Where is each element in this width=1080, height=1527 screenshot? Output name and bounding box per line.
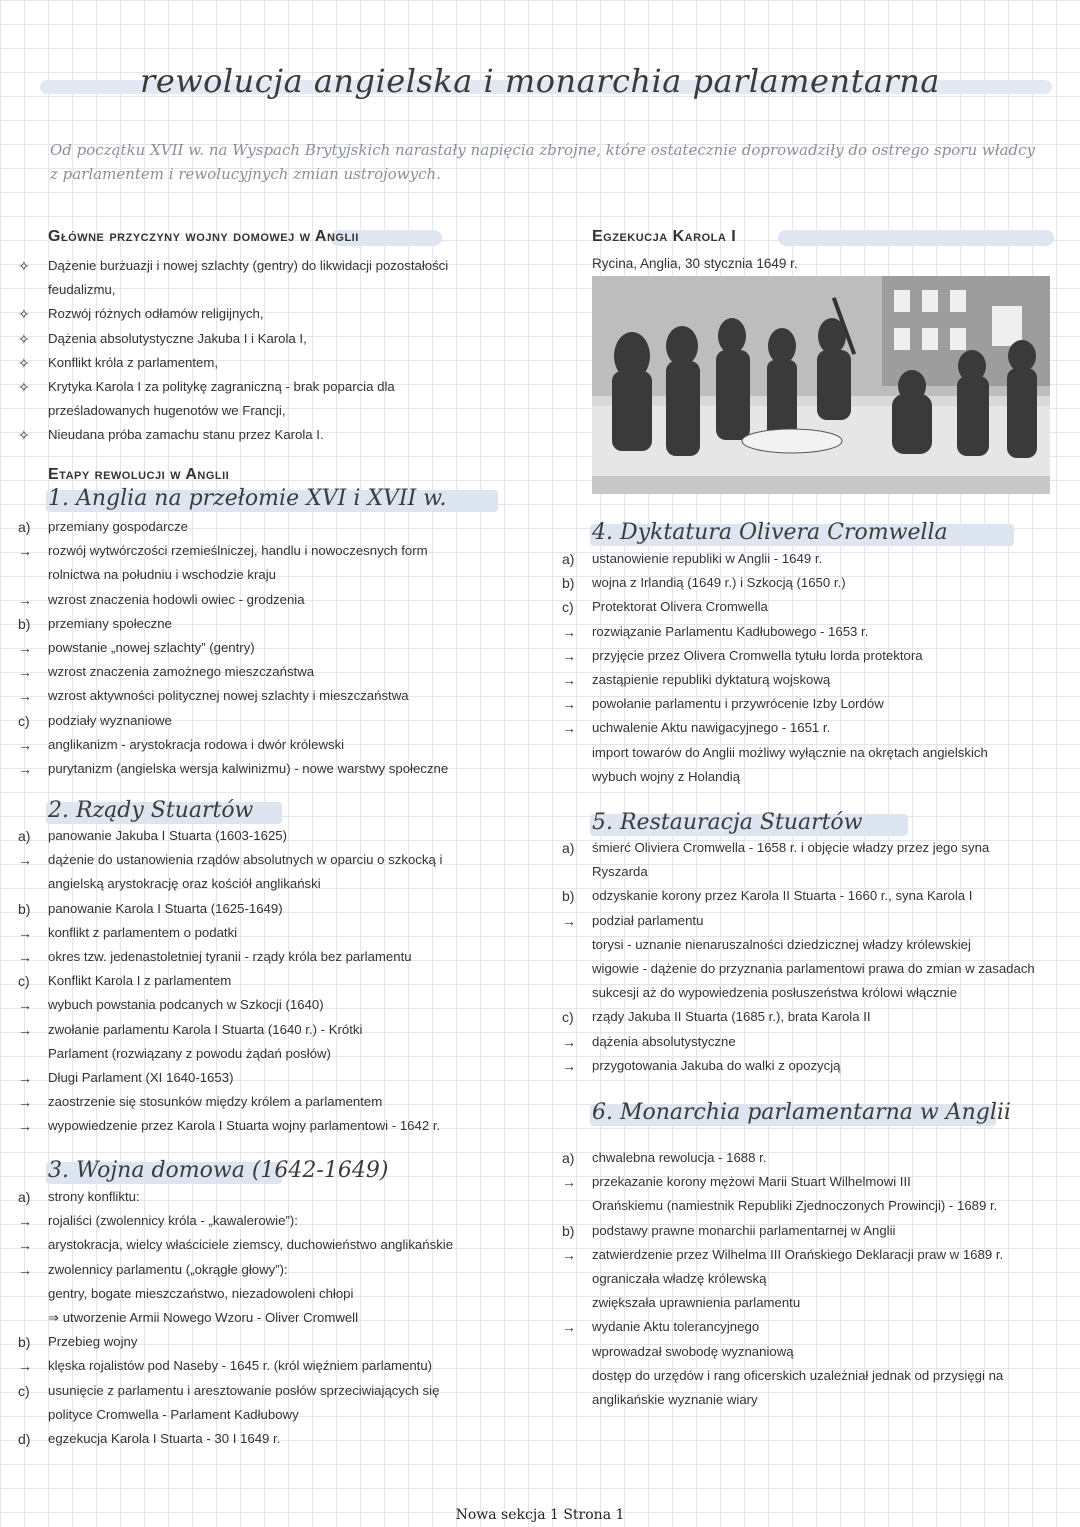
arrow-bullet-icon: → bbox=[18, 997, 32, 1014]
list-marker: a) bbox=[18, 519, 31, 535]
arrow-bullet-icon: → bbox=[562, 1319, 576, 1336]
list-item bbox=[18, 824, 442, 848]
cause-text: Nieudana próba zamachu stanu przez Karola I. bbox=[48, 427, 324, 443]
list-marker: b) bbox=[18, 1334, 31, 1351]
diamond-bullet-icon: ✧ bbox=[18, 258, 30, 274]
arrow-bullet-icon: → bbox=[18, 543, 32, 560]
list-item bbox=[18, 1403, 453, 1427]
list-marker: c) bbox=[18, 1382, 30, 1399]
list-marker: a) bbox=[18, 828, 31, 844]
list-item-text: wigowie - dążenie do przyznania parlamentowi prawa do zmian w zasadach bbox=[592, 961, 1035, 977]
section-1-title: 1. Anglia na przełomie XVI i XVII w. bbox=[48, 486, 447, 511]
list-marker: a) bbox=[562, 1150, 575, 1166]
cause-text: Konflikt króla z parlamentem, bbox=[48, 354, 219, 370]
list-item bbox=[18, 660, 448, 684]
list-item-text: zwiększała uprawnienia parlamentu bbox=[592, 1295, 801, 1311]
arrow-bullet-icon: → bbox=[562, 720, 576, 737]
list-item bbox=[18, 1330, 453, 1354]
diamond-bullet-icon: ✧ bbox=[18, 427, 30, 444]
list-item bbox=[562, 644, 988, 668]
arrow-bullet-icon: → bbox=[18, 1237, 32, 1254]
list-marker: b) bbox=[562, 888, 575, 905]
list-item bbox=[18, 969, 442, 993]
list-item bbox=[562, 1194, 1003, 1218]
cause-item bbox=[18, 302, 448, 326]
diamond-bullet-icon: ✧ bbox=[18, 354, 30, 371]
arrow-bullet-icon: → bbox=[18, 1213, 32, 1230]
list-marker: b) bbox=[18, 900, 31, 917]
list-item bbox=[18, 921, 442, 945]
cause-item bbox=[18, 278, 448, 302]
list-item-text: podział parlamentu bbox=[592, 912, 704, 928]
list-item-text: wydanie Aktu tolerancyjnego bbox=[592, 1319, 760, 1335]
list-item-text: zatwierdzenie przez Wilhelma III Orańskiego Deklaracji praw w 1689 r. bbox=[592, 1246, 1004, 1262]
cause-text: Krytyka Karola I za politykę zagraniczną - brak poparcia dla bbox=[48, 379, 395, 395]
list-item bbox=[562, 933, 1035, 957]
cause-text: Dążenia absolutystyczne Jakuba I i Karola I, bbox=[48, 330, 307, 346]
list-item-text: ustanowienie republiki w Anglii - 1649 r. bbox=[592, 551, 823, 566]
intro-text: Od początku XVII w. na Wyspach Brytyjskich narastały napięcia zbrojne, które ostatecznie doprowadziły do ostrego sporu władcy z parlamentem i rewolucyjnych zmian ustrojowych. bbox=[50, 141, 1036, 183]
list-item-text: zastąpienie republiki dyktaturą wojskową bbox=[592, 672, 831, 688]
arrow-bullet-icon: → bbox=[18, 640, 32, 657]
list-item bbox=[562, 765, 988, 789]
list-item bbox=[562, 1267, 1003, 1291]
arrow-bullet-icon: → bbox=[562, 1033, 576, 1050]
list-item bbox=[18, 897, 442, 921]
list-item-text: anglikańskie wyznanie wiary bbox=[592, 1392, 758, 1408]
page-title: rewolucja angielska i monarchia parlamentarna bbox=[140, 62, 940, 100]
list-item-text: polityce Cromwella - Parlament Kadłubowy bbox=[48, 1406, 299, 1422]
list-item-text: Orańskiemu (namiestnik Republiki Zjednoczonych Prowincji) - 1689 r. bbox=[592, 1198, 998, 1214]
list-item bbox=[562, 1364, 1003, 1388]
list-item bbox=[562, 860, 1035, 884]
list-item-text: ⇒ utworzenie Armii Nowego Wzoru - Oliver Cromwell bbox=[48, 1310, 359, 1326]
list-item-text: przekazanie korony mężowi Marii Stuart Wilhelmowi III bbox=[592, 1174, 911, 1190]
list-marker: d) bbox=[18, 1431, 31, 1448]
list-item-text: Konflikt Karola I z parlamentem bbox=[48, 973, 232, 989]
arrow-bullet-icon: → bbox=[18, 664, 32, 681]
causes-heading: Główne przyczyny wojny domowej w Anglii bbox=[48, 228, 359, 245]
list-item bbox=[562, 1340, 1003, 1364]
list-item-text: wojna z Irlandią (1649 r.) i Szkocją (1650 r.) bbox=[592, 575, 846, 591]
section-2-list bbox=[18, 824, 442, 1139]
list-marker: b) bbox=[562, 1222, 575, 1239]
arrow-bullet-icon: → bbox=[18, 1070, 32, 1087]
list-item-text: okres tzw. jedenastoletniej tyranii - rządy króla bez parlamentu bbox=[48, 949, 412, 965]
arrow-bullet-icon: → bbox=[18, 1118, 32, 1135]
execution-engraving bbox=[592, 276, 1050, 494]
list-item-text: chwalebna rewolucja - 1688 r. bbox=[592, 1150, 767, 1165]
list-item-text: powołanie parlamentu i przywrócenie Izby Lordów bbox=[592, 696, 884, 712]
list-item-text: Protektorat Olivera Cromwella bbox=[592, 599, 768, 615]
cause-item bbox=[18, 327, 448, 351]
list-item-text: wzrost aktywności politycznej nowej szlachty i mieszczaństwa bbox=[48, 688, 409, 704]
section-4-list bbox=[562, 547, 988, 789]
list-item bbox=[18, 1379, 453, 1403]
list-marker: a) bbox=[18, 1189, 31, 1205]
list-item bbox=[18, 636, 448, 660]
section-6-list bbox=[562, 1146, 1003, 1412]
list-item bbox=[18, 684, 448, 708]
list-item-text: rolnictwa na południu i wschodzie kraju bbox=[48, 567, 276, 583]
section-3-list bbox=[18, 1185, 453, 1451]
cause-item bbox=[18, 351, 448, 375]
list-item bbox=[562, 1315, 1003, 1339]
arrow-bullet-icon: → bbox=[18, 688, 32, 705]
list-item bbox=[562, 571, 988, 595]
list-item-text: zwołanie parlamentu Karola I Stuarta (1640 r.) - Krótki bbox=[48, 1021, 363, 1037]
arrow-bullet-icon: → bbox=[562, 1057, 576, 1074]
list-item-text: zwolennicy parlamentu („okrągłe głowy”): bbox=[48, 1261, 288, 1277]
cause-text: Dążenie burżuazji i nowej szlachty (gentry) do likwidacji pozostałości bbox=[48, 258, 449, 273]
list-item bbox=[562, 668, 988, 692]
list-item-text: wprowadzał swobodę wyznaniową bbox=[592, 1343, 794, 1359]
cause-text: prześladowanych hugenotów we Francji, bbox=[48, 403, 286, 419]
list-item bbox=[18, 1090, 442, 1114]
arrow-bullet-icon: → bbox=[562, 1246, 576, 1263]
list-item bbox=[18, 1258, 453, 1282]
section-4-title: 4. Dyktatura Olivera Cromwella bbox=[592, 520, 948, 545]
list-item bbox=[18, 757, 448, 781]
arrow-bullet-icon: → bbox=[18, 1358, 32, 1375]
diamond-bullet-icon: ✧ bbox=[18, 330, 30, 347]
list-item-text: śmierć Oliviera Cromwella - 1658 r. i objęcie władzy przez jego syna bbox=[592, 840, 990, 855]
list-item-text: wzrost znaczenia zamożnego mieszczaństwa bbox=[48, 664, 315, 680]
list-item-text: sukcesji aż do wypowiedzenia posłuszeństwa królowi włącznie bbox=[592, 985, 958, 1001]
list-item-text: strony konfliktu: bbox=[48, 1189, 140, 1204]
list-item bbox=[18, 515, 448, 539]
diamond-bullet-icon: ✧ bbox=[18, 306, 30, 323]
section-3-title: 3. Wojna domowa (1642-1649) bbox=[48, 1158, 389, 1183]
list-item-text: wypowiedzenie przez Karola I Stuarta wojny parlamentowi - 1642 r. bbox=[48, 1118, 441, 1134]
list-item bbox=[562, 1030, 1035, 1054]
list-marker: b) bbox=[18, 615, 31, 632]
list-item-text: anglikanizm - arystokracja rodowa i dwór królewski bbox=[48, 736, 345, 752]
list-item-text: przemiany gospodarcze bbox=[48, 519, 189, 534]
list-item bbox=[18, 733, 448, 757]
list-item bbox=[18, 563, 448, 587]
list-item bbox=[18, 848, 442, 872]
list-item bbox=[18, 588, 448, 612]
execution-heading: Egzekucja Karola I bbox=[592, 228, 737, 245]
stages-heading: Etapy rewolucji w Anglii bbox=[48, 466, 230, 483]
list-item bbox=[562, 909, 1035, 933]
arrow-bullet-icon: → bbox=[18, 924, 32, 941]
list-marker: c) bbox=[18, 712, 30, 729]
arrow-bullet-icon: → bbox=[18, 1094, 32, 1111]
list-item-text: Długi Parlament (XI 1640-1653) bbox=[48, 1070, 234, 1086]
list-item-text: przyjęcie przez Olivera Cromwella tytułu lorda protektora bbox=[592, 647, 923, 663]
list-item bbox=[18, 872, 442, 896]
photo-caption: Rycina, Anglia, 30 stycznia 1649 r. bbox=[592, 256, 798, 271]
list-item bbox=[562, 836, 1035, 860]
list-item bbox=[562, 741, 988, 765]
list-item-text: wzrost znaczenia hodowli owiec - grodzenia bbox=[48, 591, 305, 607]
list-marker: c) bbox=[562, 599, 574, 616]
list-item bbox=[562, 1146, 1003, 1170]
cause-item bbox=[18, 423, 448, 447]
list-item bbox=[18, 1233, 453, 1257]
list-item bbox=[18, 1066, 442, 1090]
list-item-text: angielską arystokrację oraz kościół anglikański bbox=[48, 876, 321, 892]
arrow-bullet-icon: → bbox=[18, 591, 32, 608]
list-marker: b) bbox=[562, 575, 575, 592]
cause-item bbox=[18, 375, 448, 399]
list-item bbox=[18, 1185, 453, 1209]
list-item bbox=[562, 547, 988, 571]
list-item bbox=[562, 692, 988, 716]
list-item-text: import towarów do Anglii możliwy wyłącznie na okrętach angielskich bbox=[592, 744, 988, 760]
list-item-text: wybuch wojny z Holandią bbox=[592, 768, 741, 784]
list-item bbox=[18, 709, 448, 733]
arrow-bullet-icon: → bbox=[562, 912, 576, 929]
list-item-text: przygotowania Jakuba do walki z opozycją bbox=[592, 1057, 841, 1073]
list-item-text: konflikt z parlamentem o podatki bbox=[48, 924, 238, 940]
list-item-text: rządy Jakuba II Stuarta (1685 r.), brata Karola II bbox=[592, 1009, 871, 1025]
arrow-bullet-icon: → bbox=[18, 1261, 32, 1278]
list-item bbox=[18, 1042, 442, 1066]
list-item bbox=[562, 1170, 1003, 1194]
list-item-text: gentry, bogate mieszczaństwo, niezadowoleni chłopi bbox=[48, 1285, 354, 1301]
list-item bbox=[562, 1243, 1003, 1267]
list-item-text: arystokracja, wielcy właściciele ziemscy, duchowieństwo anglikańskie bbox=[48, 1237, 454, 1253]
list-item-text: egzekucja Karola I Stuarta - 30 I 1649 r. bbox=[48, 1431, 281, 1447]
list-item bbox=[18, 612, 448, 636]
arrow-bullet-icon: → bbox=[18, 852, 32, 869]
section-1-list bbox=[18, 515, 448, 781]
list-marker: c) bbox=[18, 973, 30, 990]
list-item bbox=[18, 945, 442, 969]
page-footer: Nowa sekcja 1 Strona 1 bbox=[455, 1507, 625, 1523]
list-item-text: usunięcie z parlamentu i aresztowanie posłów sprzeciwiających się bbox=[48, 1382, 440, 1398]
list-item-text: klęska rojalistów pod Naseby - 1645 r. (król więźniem parlamentu) bbox=[48, 1358, 433, 1374]
list-item bbox=[562, 1388, 1003, 1412]
list-item-text: torysi - uznanie nienaruszalności dziedzicznej władzy królewskiej bbox=[592, 936, 971, 952]
list-item bbox=[18, 1427, 453, 1451]
cause-text: Rozwój różnych odłamów religijnych, bbox=[48, 306, 264, 322]
causes-list bbox=[18, 254, 448, 448]
list-item bbox=[18, 1306, 453, 1330]
cause-item bbox=[18, 399, 448, 423]
engraving-illustration bbox=[592, 276, 1050, 494]
list-item-text: odzyskanie korony przez Karola II Stuarta - 1660 r., syna Karola I bbox=[592, 888, 973, 904]
section-6-title: 6. Monarchia parlamentarna w Anglii bbox=[592, 1100, 1011, 1125]
list-item-text: Parlament (rozwiązany z powodu żądań posłów) bbox=[48, 1045, 331, 1061]
list-item bbox=[18, 539, 448, 563]
list-item-text: rozwiązanie Parlamentu Kadłubowego - 1653 r. bbox=[592, 623, 869, 639]
list-item bbox=[562, 620, 988, 644]
arrow-bullet-icon: → bbox=[562, 623, 576, 640]
list-item-text: Przebieg wojny bbox=[48, 1334, 138, 1350]
list-item-text: dostęp do urzędów i rang oficerskich uzależniał jednak od przysięgi na bbox=[592, 1367, 1004, 1383]
list-item bbox=[562, 884, 1035, 908]
list-item-text: rozwój wytwórczości rzemieślniczej, handlu i nowoczesnych form bbox=[48, 543, 428, 559]
list-marker: c) bbox=[562, 1009, 574, 1026]
arrow-bullet-icon: → bbox=[18, 1021, 32, 1038]
list-marker: a) bbox=[562, 840, 575, 856]
list-item-text: dążenie do ustanowienia rządów absolutnych w oparciu o szkocką i bbox=[48, 852, 443, 868]
list-item-text: podstawy prawne monarchii parlamentarnej w Anglii bbox=[592, 1222, 896, 1238]
arrow-bullet-icon: → bbox=[562, 1174, 576, 1191]
list-item bbox=[18, 1018, 442, 1042]
list-item bbox=[18, 1114, 442, 1138]
list-marker: a) bbox=[562, 551, 575, 567]
list-item bbox=[562, 1054, 1035, 1078]
list-item-text: przemiany społeczne bbox=[48, 615, 172, 631]
list-item bbox=[18, 993, 442, 1017]
list-item bbox=[562, 1219, 1003, 1243]
diamond-bullet-icon: ✧ bbox=[18, 379, 30, 396]
list-item bbox=[562, 1291, 1003, 1315]
list-item-text: rojaliści (zwolennicy króla - „kawalerowie”): bbox=[48, 1213, 298, 1229]
arrow-bullet-icon: → bbox=[562, 696, 576, 713]
heading-highlight bbox=[778, 230, 1054, 246]
arrow-bullet-icon: → bbox=[18, 949, 32, 966]
list-item-text: Ryszarda bbox=[592, 864, 648, 880]
arrow-bullet-icon: → bbox=[562, 672, 576, 689]
list-item-text: panowanie Jakuba I Stuarta (1603-1625) bbox=[48, 828, 288, 843]
cause-text: feudalizmu, bbox=[48, 282, 116, 298]
list-item-text: zaostrzenie się stosunków między królem a parlamentem bbox=[48, 1094, 383, 1110]
list-item-text: powstanie „nowej szlachty” (gentry) bbox=[48, 640, 255, 656]
list-item bbox=[18, 1282, 453, 1306]
list-item-text: ograniczała władzę królewską bbox=[592, 1271, 767, 1287]
arrow-bullet-icon: → bbox=[562, 647, 576, 664]
list-item-text: podziały wyznaniowe bbox=[48, 712, 172, 728]
list-item-text: dążenia absolutystyczne bbox=[592, 1033, 736, 1049]
arrow-bullet-icon: → bbox=[18, 736, 32, 753]
section-2-title: 2. Rządy Stuartów bbox=[48, 798, 254, 823]
list-item bbox=[562, 1005, 1035, 1029]
list-item bbox=[18, 1209, 453, 1233]
list-item bbox=[18, 1354, 453, 1378]
list-item-text: purytanizm (angielska wersja kalwinizmu) - nowe warstwy społeczne bbox=[48, 761, 449, 777]
section-5-list bbox=[562, 836, 1035, 1078]
list-item bbox=[562, 595, 988, 619]
cause-item bbox=[18, 254, 448, 278]
section-5-title: 5. Restauracja Stuartów bbox=[592, 810, 863, 835]
list-item bbox=[562, 981, 1035, 1005]
list-item-text: wybuch powstania podcanych w Szkocji (1640) bbox=[48, 997, 324, 1013]
list-item bbox=[562, 716, 988, 740]
list-item bbox=[562, 957, 1035, 981]
list-item-text: uchwalenie Aktu nawigacyjnego - 1651 r. bbox=[592, 720, 831, 736]
arrow-bullet-icon: → bbox=[18, 761, 32, 778]
list-item-text: panowanie Karola I Stuarta (1625-1649) bbox=[48, 900, 283, 916]
